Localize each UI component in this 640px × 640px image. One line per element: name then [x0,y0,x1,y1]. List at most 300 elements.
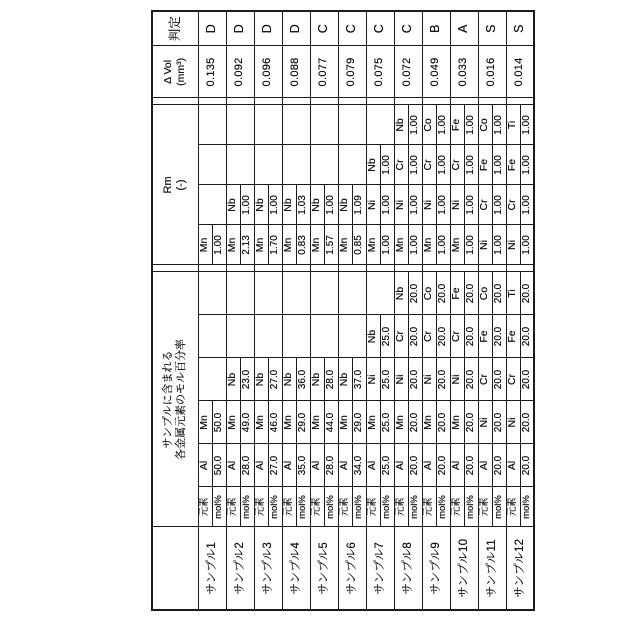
empty-cell [226,272,254,315]
element-symbol: Al [394,444,408,487]
section-separator [366,265,394,272]
rm-value: 1.00 [492,185,506,225]
element-symbol: Cr [450,315,464,358]
empty-cell [254,272,282,315]
rm-value: 0.83 [296,225,310,265]
empty-cell [198,315,226,358]
mol-percent-value: 20.0 [408,358,422,401]
mol-percent-value: 20.0 [520,272,534,315]
corner-cell [152,527,198,610]
element-symbol: Al [422,444,436,487]
rm-element-symbol: Ni [450,185,464,225]
rm-value: 1.00 [436,225,450,265]
section-separator [282,98,310,105]
section-separator [338,98,366,105]
delta-vol-value: 0.096 [254,46,282,98]
element-symbol: Mn [254,401,268,444]
mol-percent-value: 20.0 [436,358,450,401]
element-symbol: Cr [422,315,436,358]
element-symbol: Ni [506,401,520,444]
element-row-label: 元素 [422,487,436,527]
section-separator [394,98,422,105]
rm-element-symbol: Nb [366,145,380,185]
empty-cell [282,272,310,315]
rm-value: 1.00 [492,105,506,145]
section-separator [394,265,422,272]
mol-percent-value: 20.0 [464,358,478,401]
rm-element-symbol: Mn [310,225,324,265]
element-row-label: 元素 [310,487,324,527]
rm-element-symbol: Cr [422,145,436,185]
delta-vol-value: 0.135 [198,46,226,98]
rm-element-symbol: Co [422,105,436,145]
element-symbol: Nb [226,358,240,401]
empty-cell [338,105,366,145]
empty-cell [198,105,226,145]
sample-row [478,11,492,610]
judgement-value: A [450,11,478,46]
sample-row [282,11,296,610]
mol-percent-value: 28.0 [324,444,338,487]
rm-value: 1.00 [492,225,506,265]
empty-cell [198,272,226,315]
element-symbol: Al [450,444,464,487]
element-symbol: Cr [478,358,492,401]
sample-row [226,11,240,610]
empty-cell [338,272,366,315]
empty-cell [226,145,254,185]
rm-element-symbol: Mn [198,225,212,265]
header-row [152,11,198,610]
element-symbol: Al [282,444,296,487]
rm-element-symbol: Nb [254,185,268,225]
element-symbol: Nb [282,358,296,401]
rm-value: 1.00 [520,185,534,225]
delta-vol-value: 0.014 [506,46,534,98]
element-symbol: Mn [198,401,212,444]
composition-header-line2: 各金属元素のモル百分率 [175,338,188,460]
rm-header [152,105,198,265]
rm-value: 1.00 [520,225,534,265]
mol-percent-value: 23.0 [240,358,254,401]
element-symbol: Al [506,444,520,487]
section-separator [450,98,478,105]
sample-row [366,11,380,610]
element-symbol: Nb [254,358,268,401]
delta-vol-header-label: Δ Vol [162,59,175,84]
element-symbol: Al [366,444,380,487]
mol-row-label: mol% [296,487,310,527]
rm-value: 1.00 [520,105,534,145]
delta-vol-value: 0.088 [282,46,310,98]
sample-row [450,11,464,610]
element-symbol: Al [478,444,492,487]
mol-row-label: mol% [352,487,366,527]
mol-percent-value: 20.0 [520,358,534,401]
rm-value: 1.00 [436,105,450,145]
element-symbol: Cr [394,315,408,358]
element-symbol: Nb [366,315,380,358]
mol-percent-value: 20.0 [408,401,422,444]
mol-percent-value: 28.0 [324,358,338,401]
rm-element-symbol: Cr [478,185,492,225]
rm-value: 2.13 [240,225,254,265]
sample-name: サンプル5 [310,527,338,610]
sample-name: サンプル10 [450,527,478,610]
rm-value: 1.57 [324,225,338,265]
sample-name: サンプル1 [198,527,226,610]
sample-row [394,11,408,610]
rm-header-unit: (-) [175,179,188,191]
element-symbol: Ni [450,358,464,401]
mol-percent-value: 20.0 [408,315,422,358]
mol-percent-value: 37.0 [352,358,366,401]
rm-value: 1.70 [268,225,282,265]
delta-vol-value: 0.072 [394,46,422,98]
mol-percent-value: 20.0 [492,315,506,358]
sample-name: サンプル6 [338,527,366,610]
mol-percent-value: 25.0 [380,444,394,487]
element-row-label: 元素 [282,487,296,527]
rm-value: 1.00 [380,225,394,265]
sample-name: サンプル2 [226,527,254,610]
mol-percent-value: 20.0 [464,272,478,315]
mol-row-label: mol% [324,487,338,527]
mol-row-label: mol% [436,487,450,527]
mol-percent-value: 20.0 [436,401,450,444]
empty-cell [310,272,338,315]
rm-value: 1.00 [240,185,254,225]
element-row-label: 元素 [338,487,352,527]
element-symbol: Ni [394,358,408,401]
rotated-table-container [151,12,533,611]
delta-vol-value: 0.049 [422,46,450,98]
section-separator [506,265,534,272]
element-symbol: Mn [226,401,240,444]
rm-value: 1.00 [464,145,478,185]
sample-name: サンプル4 [282,527,310,610]
mol-percent-value: 20.0 [492,444,506,487]
mol-percent-value: 20.0 [408,272,422,315]
rm-element-symbol: Ni [422,185,436,225]
mol-percent-value: 50.0 [212,401,226,444]
mol-percent-value: 20.0 [492,401,506,444]
mol-row-label: mol% [492,487,506,527]
rm-element-symbol: Mn [366,225,380,265]
element-symbol: Nb [338,358,352,401]
composition-header-line1: サンプルに含まれる [161,350,174,449]
judgement-value: D [198,11,226,46]
mol-row-label: mol% [268,487,282,527]
section-separator [282,265,310,272]
rm-value: 1.00 [408,185,422,225]
sample-name: サンプル12 [506,527,534,610]
rm-element-symbol: Ni [394,185,408,225]
mol-percent-value: 27.0 [268,358,282,401]
delta-vol-value: 0.092 [226,46,254,98]
mol-percent-value: 29.0 [296,401,310,444]
sample-row [198,11,212,610]
rm-value: 1.00 [520,145,534,185]
section-separator [198,98,226,105]
rm-value: 1.00 [464,105,478,145]
judgement-value: S [478,11,506,46]
judgement-value: D [226,11,254,46]
mol-percent-value: 36.0 [296,358,310,401]
section-separator [310,98,338,105]
element-symbol: Mn [282,401,296,444]
section-separator [422,265,450,272]
section-separator [338,265,366,272]
element-row-label: 元素 [450,487,464,527]
element-symbol: Mn [366,401,380,444]
rm-element-symbol: Mn [282,225,296,265]
element-row-label: 元素 [198,487,212,527]
delta-vol-value: 0.077 [310,46,338,98]
rm-value: 1.00 [408,105,422,145]
sample-name: サンプル7 [366,527,394,610]
rm-value: 1.00 [464,225,478,265]
rm-element-symbol: Mn [254,225,268,265]
empty-cell [338,145,366,185]
rm-value: 1.00 [408,225,422,265]
element-row-label: 元素 [366,487,380,527]
rm-value: 1.00 [212,225,226,265]
judgement-value: C [394,11,422,46]
sample-row [254,11,268,610]
element-symbol: Nb [394,272,408,315]
rm-element-symbol: Fe [478,145,492,185]
judgement-value: D [282,11,310,46]
rm-element-symbol: Mn [338,225,352,265]
mol-percent-value: 20.0 [436,272,450,315]
rm-value: 1.00 [380,145,394,185]
mol-percent-value: 20.0 [520,444,534,487]
composition-table [151,10,535,611]
rm-element-symbol: Mn [450,225,464,265]
rm-value: 1.00 [492,145,506,185]
mol-percent-value: 25.0 [380,358,394,401]
rm-element-symbol: Fe [506,145,520,185]
element-row-label: 元素 [478,487,492,527]
element-symbol: Ni [366,358,380,401]
delta-vol-header [152,46,198,98]
empty-cell [282,145,310,185]
delta-vol-header-unit: (mm³) [175,57,188,86]
element-symbol: Mn [422,401,436,444]
element-symbol: Fe [450,272,464,315]
section-separator [450,265,478,272]
empty-cell [226,315,254,358]
element-symbol: Mn [310,401,324,444]
mol-percent-value: 20.0 [436,444,450,487]
rm-value: 1.09 [352,185,366,225]
empty-cell [254,145,282,185]
delta-vol-value: 0.033 [450,46,478,98]
rm-element-symbol: Mn [394,225,408,265]
rm-element-symbol: Ti [506,105,520,145]
rm-value: 1.00 [436,185,450,225]
section-separator [254,265,282,272]
element-symbol: Al [338,444,352,487]
judgement-value: C [310,11,338,46]
element-symbol: Ni [422,358,436,401]
element-row-label: 元素 [394,487,408,527]
empty-cell [366,272,394,315]
element-symbol: Al [310,444,324,487]
rm-element-symbol: Cr [450,145,464,185]
mol-percent-value: 25.0 [380,315,394,358]
empty-cell [310,105,338,145]
sample-name: サンプル8 [394,527,422,610]
empty-cell [254,105,282,145]
element-symbol: Fe [506,315,520,358]
section-separator [198,265,226,272]
mol-percent-value: 20.0 [464,444,478,487]
empty-cell [226,105,254,145]
mol-percent-value: 49.0 [240,401,254,444]
element-symbol: Fe [478,315,492,358]
rm-element-symbol: Cr [506,185,520,225]
rm-element-symbol: Mn [422,225,436,265]
section-separator [310,265,338,272]
mol-row-label: mol% [520,487,534,527]
rm-element-symbol: Nb [338,185,352,225]
sample-row [310,11,324,610]
rm-value: 1.03 [296,185,310,225]
rm-element-symbol: Nb [282,185,296,225]
rm-element-symbol: Co [478,105,492,145]
element-symbol: Ni [478,401,492,444]
judgement-value: C [366,11,394,46]
element-symbol: Mn [450,401,464,444]
mol-row-label: mol% [380,487,394,527]
rm-element-symbol: Cr [394,145,408,185]
section-separator [366,98,394,105]
section-separator [422,98,450,105]
element-row-label: 元素 [506,487,520,527]
sample-row [506,11,520,610]
element-row-label: 元素 [226,487,240,527]
empty-cell [282,315,310,358]
mol-percent-value: 35.0 [296,444,310,487]
empty-cell [198,145,226,185]
empty-cell [366,105,394,145]
element-row-label: 元素 [254,487,268,527]
element-symbol: Co [478,272,492,315]
mol-percent-value: 46.0 [268,401,282,444]
section-separator [478,265,506,272]
mol-row-label: mol% [212,487,226,527]
mol-percent-value: 20.0 [520,315,534,358]
rm-element-symbol: Nb [226,185,240,225]
mol-percent-value: 27.0 [268,444,282,487]
section-separator [152,98,198,105]
rm-element-symbol: Nb [394,105,408,145]
mol-row-label: mol% [408,487,422,527]
mol-percent-value: 25.0 [380,401,394,444]
mol-percent-value: 44.0 [324,401,338,444]
mol-row-label: mol% [240,487,254,527]
mol-percent-value: 20.0 [436,315,450,358]
empty-cell [282,105,310,145]
rm-value: 0.85 [352,225,366,265]
judgement-value: B [422,11,450,46]
mol-percent-value: 20.0 [464,315,478,358]
sample-name: サンプル3 [254,527,282,610]
empty-cell [254,315,282,358]
element-symbol: Mn [394,401,408,444]
mol-percent-value: 20.0 [492,272,506,315]
rm-value: 1.00 [380,185,394,225]
mol-percent-value: 50.0 [212,444,226,487]
rm-element-symbol: Ni [366,185,380,225]
rm-value: 1.00 [436,145,450,185]
table-body [198,11,534,610]
rm-element-symbol: Mn [226,225,240,265]
composition-header [152,272,198,527]
element-symbol: Al [198,444,212,487]
delta-vol-value: 0.075 [366,46,394,98]
judgement-header: 判定 [152,11,198,46]
element-symbol: Nb [310,358,324,401]
section-separator [226,98,254,105]
judgement-value: S [506,11,534,46]
sample-name: サンプル11 [478,527,506,610]
element-symbol: Al [226,444,240,487]
element-symbol: Mn [338,401,352,444]
rm-value: 1.00 [324,185,338,225]
sample-name: サンプル9 [422,527,450,610]
section-separator [152,265,198,272]
sample-row [338,11,352,610]
mol-percent-value: 20.0 [492,358,506,401]
element-symbol: Cr [506,358,520,401]
rm-element-symbol: Ni [478,225,492,265]
rm-value: 1.00 [268,185,282,225]
mol-percent-value: 20.0 [408,444,422,487]
section-separator [254,98,282,105]
judgement-value: C [338,11,366,46]
element-symbol: Ti [506,272,520,315]
rm-element-symbol: Nb [310,185,324,225]
mol-row-label: mol% [464,487,478,527]
rm-element-symbol: Ni [506,225,520,265]
rm-element-symbol: Fe [450,105,464,145]
mol-percent-value: 20.0 [464,401,478,444]
element-symbol: Co [422,272,436,315]
section-separator [226,265,254,272]
mol-percent-value: 28.0 [240,444,254,487]
empty-cell [338,315,366,358]
sample-row [422,11,436,610]
empty-cell [198,185,226,225]
rm-header-symbol: Rm [161,176,174,194]
empty-cell [310,315,338,358]
delta-vol-value: 0.016 [478,46,506,98]
empty-cell [310,145,338,185]
delta-vol-value: 0.079 [338,46,366,98]
rm-value: 1.00 [464,185,478,225]
rm-value: 1.00 [408,145,422,185]
element-symbol: Al [254,444,268,487]
mol-percent-value: 29.0 [352,401,366,444]
section-separator [506,98,534,105]
empty-cell [198,358,226,401]
section-separator [478,98,506,105]
mol-percent-value: 34.0 [352,444,366,487]
mol-percent-value: 20.0 [520,401,534,444]
